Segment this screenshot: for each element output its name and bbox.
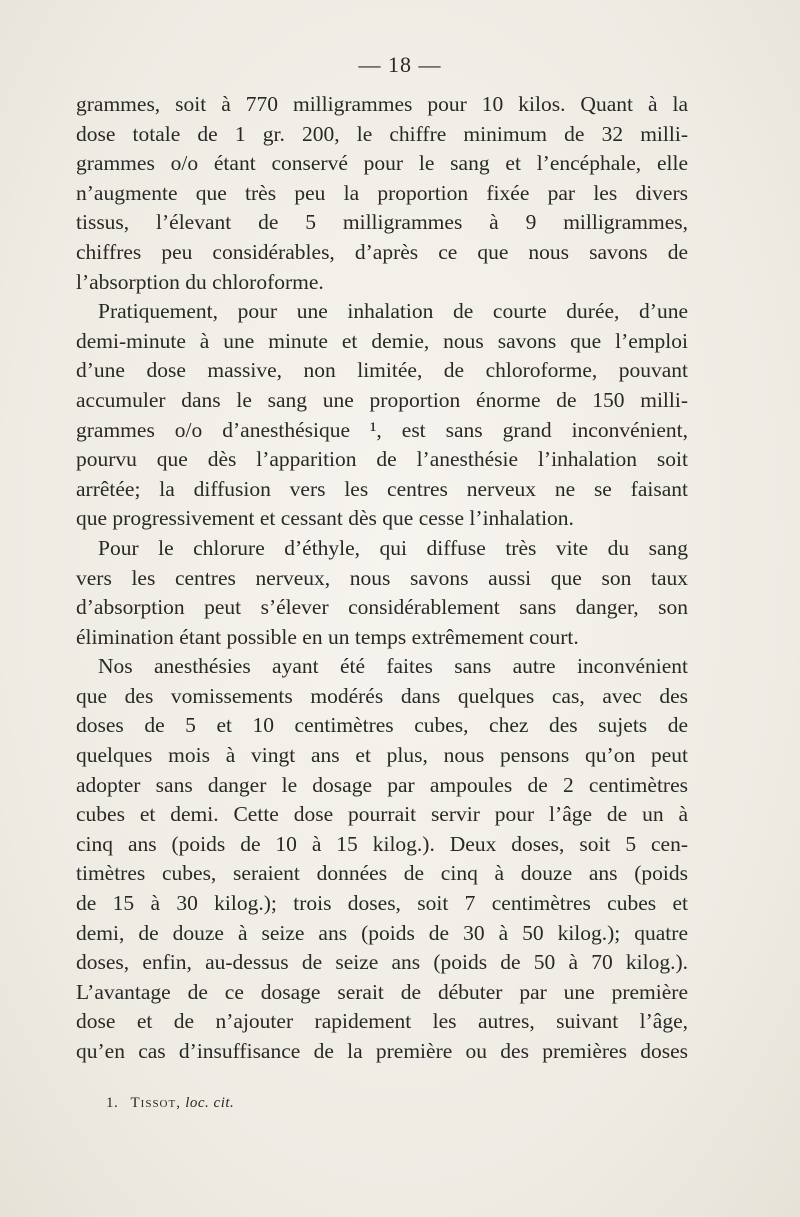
text-line: cubes et demi. Cette dose pourrait servir pour l’âge de un à xyxy=(76,802,688,827)
text-line: grammes o/o étant conservé pour le sang et l’encéphale, elle xyxy=(76,151,688,176)
text-line: élimination étant possible en un temps extrêmement court. xyxy=(76,624,579,649)
text-line: de 15 à 30 kilog.); trois doses, soit 7 centimètres cubes et xyxy=(76,891,688,916)
text-line: que progressivement et cessant dès que cesse l’inhalation. xyxy=(76,506,574,531)
text-line: demi, de douze à seize ans (poids de 30 à 50 kilog.); quatre xyxy=(76,920,688,945)
text-line: vers les centres nerveux, nous savons aussi que son taux xyxy=(76,565,688,590)
footnote xyxy=(106,1095,234,1112)
text-line: d’une dose massive, non limitée, de chloroforme, pouvant xyxy=(76,358,688,383)
text-line: adopter sans danger le dosage par ampoules de 2 centimètres xyxy=(76,772,688,797)
text-line: doses de 5 et 10 centimètres cubes, chez des sujets de xyxy=(76,713,688,738)
text-line: arrêtée; la diffusion vers les centres nerveux ne se faisant xyxy=(76,476,688,501)
text-line: n’augmente que très peu la proportion fixée par les divers xyxy=(76,180,688,205)
text-line: que des vomissements modérés dans quelques cas, avec des xyxy=(76,683,688,708)
text-line: tissus, l’élevant de 5 milligrammes à 9 milligrammes, xyxy=(76,210,688,235)
text-line: grammes o/o d’anesthésique ¹, est sans grand inconvénient, xyxy=(76,417,688,442)
text-line: Pour le chlorure d’éthyle, qui diffuse très vite du sang xyxy=(98,535,688,560)
page-number: — 18 — xyxy=(358,52,442,77)
footnote-number: 1. xyxy=(106,1095,119,1111)
text-line: chiffres peu considérables, d’après ce que nous savons de xyxy=(76,239,688,264)
text-line: accumuler dans le sang une proportion énorme de 150 milli- xyxy=(76,387,688,412)
body-text xyxy=(76,90,688,1067)
text-line: Pratiquement, pour une inhalation de courte durée, d’une xyxy=(98,299,688,324)
text-line: doses, enfin, au-dessus de seize ans (poids de 50 à 70 kilog.). xyxy=(76,950,688,975)
text-line: demi-minute à une minute et demie, nous savons que l’emploi xyxy=(76,328,688,353)
text-line: cinq ans (poids de 10 à 15 kilog.). Deux doses, soit 5 cen- xyxy=(76,831,688,856)
text-line: qu’en cas d’insuffisance de la première ou des premières doses xyxy=(76,1039,688,1063)
footnote-author: Tissot, xyxy=(130,1095,181,1111)
text-line: timètres cubes, seraient données de cinq à douze ans (poids xyxy=(76,861,688,886)
text-line: quelques mois à vingt ans et plus, nous pensons qu’on peut xyxy=(76,743,688,768)
text-line: Nos anesthésies ayant été faites sans autre inconvénient xyxy=(98,654,688,679)
text-line: grammes, soit à 770 milligrammes pour 10 kilos. Quant à la xyxy=(76,92,688,116)
text-line: dose totale de 1 gr. 200, le chiffre minimum de 32 milli- xyxy=(76,121,688,146)
text-line: L’avantage de ce dosage serait de débuter par une première xyxy=(76,979,688,1004)
footnote-reference: loc. cit. xyxy=(185,1095,235,1111)
text-line: l’absorption du chloroforme. xyxy=(76,269,324,294)
text-line: d’absorption peut s’élever considérablement sans danger, son xyxy=(76,595,688,620)
text-line: pourvu que dès l’apparition de l’anesthésie l’inhalation soit xyxy=(76,447,688,472)
text-line: dose et de n’ajouter rapidement les autres, suivant l’âge, xyxy=(76,1009,688,1034)
